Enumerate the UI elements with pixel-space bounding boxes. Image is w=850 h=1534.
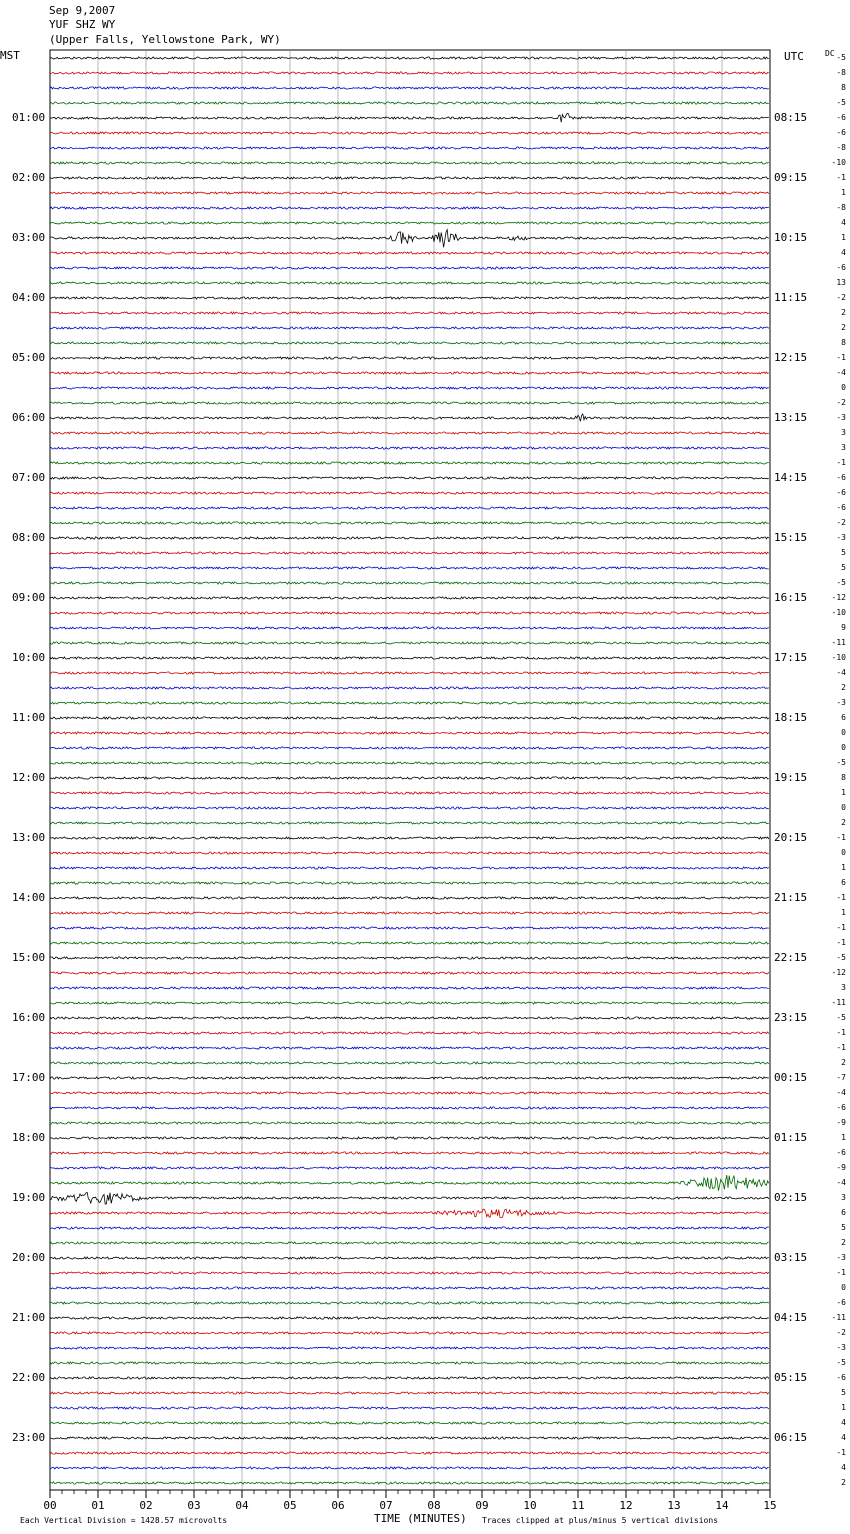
utc-hour-label: 10:15 bbox=[774, 231, 808, 244]
trace-line bbox=[50, 147, 769, 149]
mst-hour-label: 01:00 bbox=[12, 111, 46, 124]
trace-line bbox=[50, 1437, 769, 1439]
utc-hour-label: 06:15 bbox=[774, 1431, 808, 1444]
dc-offset-label: -5 bbox=[836, 578, 846, 587]
trace-line bbox=[50, 792, 769, 794]
dc-offset-label: -6 bbox=[836, 1103, 846, 1112]
station-label: YUF SHZ WY bbox=[49, 18, 116, 31]
utc-hour-label: 12:15 bbox=[774, 351, 808, 364]
mst-hour-label: 15:00 bbox=[12, 951, 46, 964]
trace-line bbox=[50, 312, 769, 314]
dc-offset-label: 6 bbox=[841, 1208, 846, 1217]
mst-hour-label: 11:00 bbox=[12, 711, 46, 724]
trace-line bbox=[50, 1422, 769, 1424]
trace-line bbox=[50, 1017, 769, 1019]
dc-offset-label: -1 bbox=[836, 353, 846, 362]
scale-note: Each Vertical Division = 1428.57 microvolts bbox=[20, 1516, 228, 1525]
x-tick-label: 15 bbox=[763, 1499, 777, 1512]
utc-hour-label: 14:15 bbox=[774, 471, 808, 484]
dc-offset-label: 8 bbox=[841, 773, 846, 782]
dc-offset-label: -12 bbox=[831, 593, 846, 602]
mst-hour-label: 19:00 bbox=[12, 1191, 46, 1204]
location-label: (Upper Falls, Yellowstone Park, WY) bbox=[49, 33, 281, 46]
dc-offset-label: -4 bbox=[836, 1088, 846, 1097]
trace-line bbox=[50, 1377, 769, 1379]
trace-line bbox=[50, 732, 769, 734]
dc-offset-label: -6 bbox=[836, 488, 846, 497]
trace-line bbox=[50, 837, 769, 839]
dc-offset-label: -1 bbox=[836, 1043, 846, 1052]
trace-line bbox=[50, 372, 769, 374]
dc-offset-label: 1 bbox=[841, 788, 846, 797]
trace-line bbox=[50, 972, 769, 974]
trace-line bbox=[50, 1467, 769, 1469]
trace-line bbox=[50, 1347, 769, 1349]
utc-hour-label: 05:15 bbox=[774, 1371, 808, 1384]
mst-hour-label: 02:00 bbox=[12, 171, 46, 184]
x-tick-label: 13 bbox=[667, 1499, 681, 1512]
trace-line bbox=[50, 1137, 769, 1139]
dc-offset-label: 1 bbox=[841, 1403, 846, 1412]
utc-hour-label: 01:15 bbox=[774, 1131, 808, 1144]
trace-line bbox=[50, 822, 769, 824]
utc-hour-label: 20:15 bbox=[774, 831, 808, 844]
mst-hour-label: 07:00 bbox=[12, 471, 46, 484]
dc-offset-label: -12 bbox=[831, 968, 846, 977]
trace-line bbox=[50, 1032, 769, 1034]
trace-line bbox=[50, 1152, 769, 1154]
trace-line bbox=[50, 747, 769, 749]
trace-line bbox=[50, 1227, 769, 1229]
utc-zone-label: UTC bbox=[784, 50, 804, 63]
dc-offset-label: 1 bbox=[841, 233, 846, 242]
trace-line bbox=[50, 537, 769, 539]
trace-line bbox=[50, 672, 769, 674]
dc-offset-label: -5 bbox=[836, 53, 846, 62]
dc-offset-label: -11 bbox=[831, 998, 846, 1007]
trace-line bbox=[50, 957, 769, 959]
trace-line bbox=[50, 462, 769, 464]
mst-hour-label: 17:00 bbox=[12, 1071, 46, 1084]
dc-offset-label: 2 bbox=[841, 1058, 846, 1067]
dc-offset-label: -4 bbox=[836, 668, 846, 677]
dc-offset-label: -1 bbox=[836, 173, 846, 182]
dc-offset-label: 9 bbox=[841, 623, 846, 632]
dc-offset-label: -6 bbox=[836, 473, 846, 482]
trace-line bbox=[50, 1332, 769, 1334]
trace-line bbox=[50, 72, 769, 74]
trace-line bbox=[50, 1407, 769, 1409]
dc-offset-label: 3 bbox=[841, 983, 846, 992]
trace-line bbox=[50, 582, 769, 584]
mst-zone-label: MST bbox=[0, 49, 20, 62]
trace-line bbox=[50, 414, 769, 421]
dc-offset-label: 5 bbox=[841, 548, 846, 557]
utc-hour-label: 08:15 bbox=[774, 111, 808, 124]
dc-offset-label: 8 bbox=[841, 338, 846, 347]
trace-line bbox=[50, 1242, 769, 1244]
trace-line bbox=[50, 942, 769, 944]
dc-offset-label: -8 bbox=[836, 68, 846, 77]
dc-offset-label: -10 bbox=[831, 608, 846, 617]
trace-line bbox=[50, 1192, 769, 1204]
trace-line bbox=[50, 1482, 769, 1484]
dc-offset-label: -3 bbox=[836, 413, 846, 422]
trace-line bbox=[50, 87, 769, 89]
dc-offset-label: 4 bbox=[841, 1463, 846, 1472]
utc-hour-label: 09:15 bbox=[774, 171, 808, 184]
dc-offset-label: 4 bbox=[841, 1433, 846, 1442]
utc-hour-label: 16:15 bbox=[774, 591, 808, 604]
dc-offset-label: 1 bbox=[841, 188, 846, 197]
trace-line bbox=[50, 1167, 769, 1169]
dc-offset-label: -1 bbox=[836, 833, 846, 842]
trace-line bbox=[50, 1392, 769, 1394]
mst-hour-label: 21:00 bbox=[12, 1311, 46, 1324]
dc-offset-label: -8 bbox=[836, 143, 846, 152]
dc-offset-label: 5 bbox=[841, 563, 846, 572]
trace-line bbox=[50, 552, 769, 554]
mst-hour-label: 04:00 bbox=[12, 291, 46, 304]
dc-offset-label: 3 bbox=[841, 1193, 846, 1202]
trace-line bbox=[50, 807, 769, 809]
trace-line bbox=[50, 1077, 769, 1079]
dc-offset-label: -6 bbox=[836, 128, 846, 137]
dc-offset-label: 5 bbox=[841, 1223, 846, 1232]
trace-line bbox=[50, 927, 769, 929]
dc-offset-label: 13 bbox=[836, 278, 846, 287]
dc-offset-label: 0 bbox=[841, 383, 846, 392]
trace-line bbox=[50, 1287, 769, 1289]
trace-line bbox=[50, 297, 769, 299]
dc-offset-label: -1 bbox=[836, 938, 846, 947]
trace-line bbox=[50, 597, 769, 599]
trace-line bbox=[50, 567, 769, 569]
mst-hour-label: 03:00 bbox=[12, 231, 46, 244]
x-axis-title: TIME (MINUTES) bbox=[374, 1512, 467, 1525]
dc-offset-label: -11 bbox=[831, 1313, 846, 1322]
mst-hour-label: 14:00 bbox=[12, 891, 46, 904]
dc-offset-label: 2 bbox=[841, 308, 846, 317]
trace-line bbox=[50, 1175, 769, 1191]
dc-offset-label: 2 bbox=[841, 1238, 846, 1247]
trace-line bbox=[50, 1002, 769, 1004]
utc-hour-label: 00:15 bbox=[774, 1071, 808, 1084]
dc-offset-label: 1 bbox=[841, 863, 846, 872]
trace-line bbox=[50, 207, 769, 209]
trace-line bbox=[50, 762, 769, 764]
utc-hour-label: 18:15 bbox=[774, 711, 808, 724]
dc-offset-label: 4 bbox=[841, 248, 846, 257]
dc-offset-label: -3 bbox=[836, 1253, 846, 1262]
mst-hour-label: 08:00 bbox=[12, 531, 46, 544]
x-tick-label: 03 bbox=[187, 1499, 201, 1512]
trace-line bbox=[50, 282, 769, 284]
trace-line bbox=[50, 402, 769, 404]
dc-offset-label: -1 bbox=[836, 1448, 846, 1457]
x-tick-label: 09 bbox=[475, 1499, 489, 1512]
trace-line bbox=[50, 1302, 769, 1304]
mst-hour-label: 05:00 bbox=[12, 351, 46, 364]
mst-hour-label: 10:00 bbox=[12, 651, 46, 664]
utc-hour-label: 02:15 bbox=[774, 1191, 808, 1204]
dc-offset-label: -8 bbox=[836, 203, 846, 212]
trace-line bbox=[50, 113, 769, 122]
dc-offset-label: -6 bbox=[836, 1148, 846, 1157]
dc-offset-label: -5 bbox=[836, 1013, 846, 1022]
dc-offset-label: -9 bbox=[836, 1163, 846, 1172]
dc-offset-label: -2 bbox=[836, 518, 846, 527]
dc-offset-label: -6 bbox=[836, 503, 846, 512]
x-tick-label: 06 bbox=[331, 1499, 345, 1512]
x-tick-label: 07 bbox=[379, 1499, 393, 1512]
dc-offset-label: -2 bbox=[836, 293, 846, 302]
utc-hour-label: 23:15 bbox=[774, 1011, 808, 1024]
trace-line bbox=[50, 1047, 769, 1049]
dc-offset-label: 3 bbox=[841, 428, 846, 437]
dc-offset-label: 2 bbox=[841, 1478, 846, 1487]
dc-offset-label: -1 bbox=[836, 893, 846, 902]
dc-offset-label: 6 bbox=[841, 878, 846, 887]
dc-offset-label: 2 bbox=[841, 818, 846, 827]
trace-line bbox=[50, 507, 769, 509]
clip-note: Traces clipped at plus/minus 5 vertical divisions bbox=[482, 1516, 719, 1525]
dc-offset-label: -7 bbox=[836, 1073, 846, 1082]
mst-hour-label: 22:00 bbox=[12, 1371, 46, 1384]
dc-offset-label: -6 bbox=[836, 1373, 846, 1382]
trace-line bbox=[50, 627, 769, 629]
dc-offset-label: -9 bbox=[836, 1118, 846, 1127]
dc-offset-label: 0 bbox=[841, 803, 846, 812]
mst-hour-label: 12:00 bbox=[12, 771, 46, 784]
trace-line bbox=[50, 642, 769, 644]
utc-hour-label: 21:15 bbox=[774, 891, 808, 904]
dc-offset-label: 3 bbox=[841, 443, 846, 452]
x-tick-label: 14 bbox=[715, 1499, 729, 1512]
trace-line bbox=[50, 1209, 769, 1218]
utc-hour-label: 22:15 bbox=[774, 951, 808, 964]
dc-offset-label: 2 bbox=[841, 683, 846, 692]
trace-line bbox=[50, 1122, 769, 1124]
dc-offset-label: -4 bbox=[836, 1178, 846, 1187]
dc-offset-label: -4 bbox=[836, 368, 846, 377]
utc-hour-label: 19:15 bbox=[774, 771, 808, 784]
trace-line bbox=[50, 852, 769, 854]
dc-offset-label: -2 bbox=[836, 1328, 846, 1337]
trace-line bbox=[50, 102, 769, 104]
x-tick-label: 11 bbox=[571, 1499, 585, 1512]
dc-offset-label: -3 bbox=[836, 1343, 846, 1352]
trace-line bbox=[50, 522, 769, 524]
dc-offset-label: -1 bbox=[836, 458, 846, 467]
trace-line bbox=[50, 897, 769, 899]
trace-line bbox=[50, 1092, 769, 1094]
dc-offset-label: -5 bbox=[836, 758, 846, 767]
trace-line bbox=[50, 1452, 769, 1454]
dc-offset-label: -6 bbox=[836, 263, 846, 272]
trace-line bbox=[50, 57, 769, 59]
trace-line bbox=[50, 1107, 769, 1109]
trace-line bbox=[50, 192, 769, 194]
x-tick-label: 02 bbox=[139, 1499, 153, 1512]
trace-line bbox=[50, 357, 769, 359]
dc-offset-label: -11 bbox=[831, 638, 846, 647]
x-tick-label: 00 bbox=[43, 1499, 57, 1512]
x-tick-label: 05 bbox=[283, 1499, 297, 1512]
trace-line bbox=[50, 882, 769, 884]
mst-hour-label: 16:00 bbox=[12, 1011, 46, 1024]
trace-line bbox=[50, 867, 769, 869]
utc-hour-label: 17:15 bbox=[774, 651, 808, 664]
trace-line bbox=[50, 132, 769, 134]
x-tick-label: 10 bbox=[523, 1499, 537, 1512]
mst-hour-label: 13:00 bbox=[12, 831, 46, 844]
date-label: Sep 9,2007 bbox=[49, 4, 116, 17]
dc-offset-label: 5 bbox=[841, 1388, 846, 1397]
trace-line bbox=[50, 1257, 769, 1259]
trace-line bbox=[50, 657, 769, 659]
mst-hour-label: 18:00 bbox=[12, 1131, 46, 1144]
dc-offset-label: 0 bbox=[841, 743, 846, 752]
trace-line bbox=[50, 342, 769, 344]
dc-offset-label: 4 bbox=[841, 1418, 846, 1427]
trace-line bbox=[50, 222, 769, 224]
utc-hour-label: 15:15 bbox=[774, 531, 808, 544]
mst-hour-label: 23:00 bbox=[12, 1431, 46, 1444]
trace-line bbox=[50, 432, 769, 434]
dc-offset-label: 4 bbox=[841, 218, 846, 227]
dc-offset-label: -1 bbox=[836, 1268, 846, 1277]
trace-line bbox=[50, 1317, 769, 1319]
dc-label: DC bbox=[825, 49, 835, 58]
utc-hour-label: 03:15 bbox=[774, 1251, 808, 1264]
utc-hour-label: 04:15 bbox=[774, 1311, 808, 1324]
dc-offset-label: -6 bbox=[836, 1298, 846, 1307]
trace-line bbox=[50, 912, 769, 914]
trace-line bbox=[50, 387, 769, 389]
mst-hour-label: 09:00 bbox=[12, 591, 46, 604]
x-tick-label: 01 bbox=[91, 1499, 105, 1512]
trace-line bbox=[50, 987, 769, 989]
trace-line bbox=[50, 492, 769, 494]
dc-offset-label: 0 bbox=[841, 1283, 846, 1292]
dc-offset-label: -3 bbox=[836, 698, 846, 707]
trace-line bbox=[50, 777, 769, 779]
trace-line bbox=[50, 1362, 769, 1364]
trace-line bbox=[50, 177, 769, 179]
dc-offset-label: 2 bbox=[841, 323, 846, 332]
trace-line bbox=[50, 447, 769, 449]
trace-line bbox=[50, 1062, 769, 1064]
dc-offset-label: -6 bbox=[836, 113, 846, 122]
trace-line bbox=[50, 230, 769, 248]
dc-offset-label: -5 bbox=[836, 1358, 846, 1367]
trace-line bbox=[50, 252, 769, 254]
trace-line bbox=[50, 702, 769, 704]
x-tick-label: 12 bbox=[619, 1499, 633, 1512]
dc-offset-label: 8 bbox=[841, 83, 846, 92]
dc-offset-label: 1 bbox=[841, 1133, 846, 1142]
utc-hour-label: 13:15 bbox=[774, 411, 808, 424]
mst-hour-label: 20:00 bbox=[12, 1251, 46, 1264]
dc-offset-label: 6 bbox=[841, 713, 846, 722]
dc-offset-label: 1 bbox=[841, 908, 846, 917]
trace-line bbox=[50, 477, 769, 479]
dc-offset-label: -5 bbox=[836, 953, 846, 962]
trace-line bbox=[50, 162, 769, 164]
trace-line bbox=[50, 687, 769, 689]
x-tick-label: 04 bbox=[235, 1499, 249, 1512]
trace-line bbox=[50, 267, 769, 269]
dc-offset-label: 0 bbox=[841, 848, 846, 857]
dc-offset-label: 0 bbox=[841, 728, 846, 737]
trace-line bbox=[50, 1272, 769, 1274]
dc-offset-label: -1 bbox=[836, 923, 846, 932]
dc-offset-label: -2 bbox=[836, 398, 846, 407]
trace-line bbox=[50, 612, 769, 614]
dc-offset-label: -10 bbox=[831, 653, 846, 662]
dc-offset-label: -1 bbox=[836, 1028, 846, 1037]
utc-hour-label: 11:15 bbox=[774, 291, 808, 304]
dc-offset-label: -10 bbox=[831, 158, 846, 167]
trace-line bbox=[50, 327, 769, 329]
x-tick-label: 08 bbox=[427, 1499, 441, 1512]
dc-offset-label: -5 bbox=[836, 98, 846, 107]
trace-line bbox=[50, 717, 769, 719]
dc-offset-label: -3 bbox=[836, 533, 846, 542]
mst-hour-label: 06:00 bbox=[12, 411, 46, 424]
